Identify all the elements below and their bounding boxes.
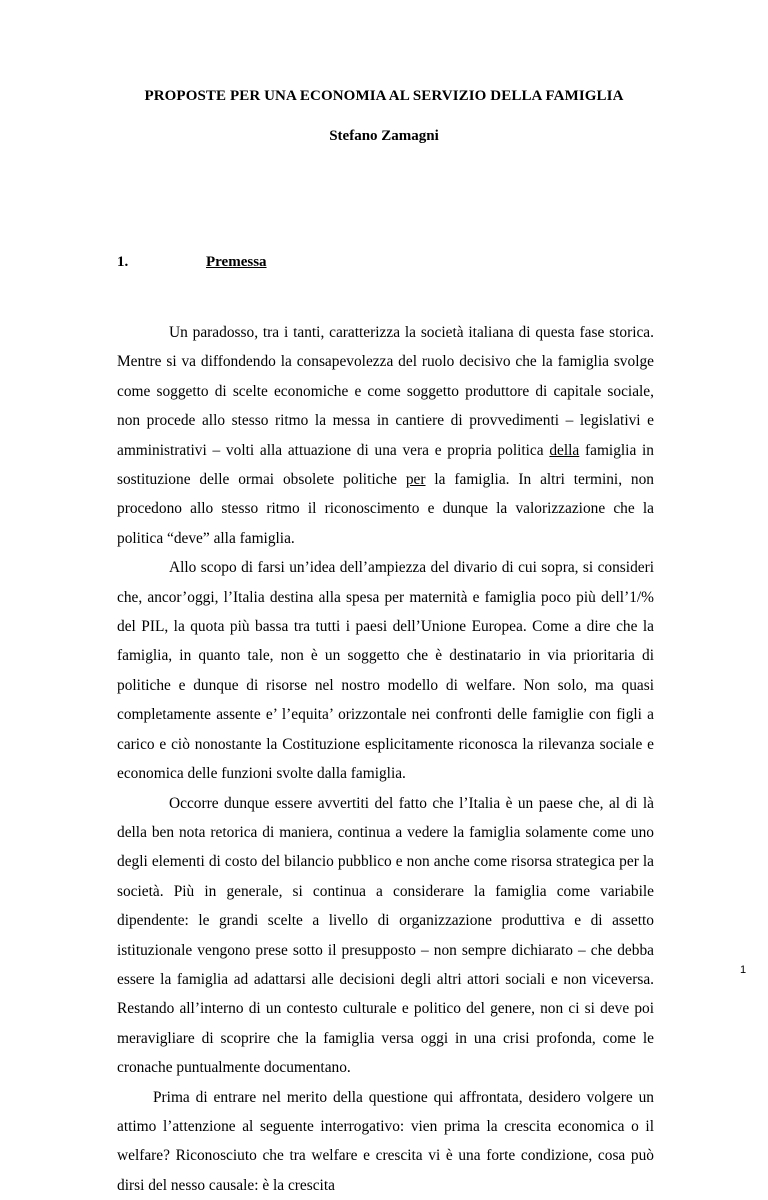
section-number: 1. <box>117 254 129 270</box>
section-heading <box>117 254 267 271</box>
section-title: Premessa <box>206 254 267 270</box>
paragraph-1-part-a: Un paradosso, tra i tanti, caratterizza la società italiana di questa fase storica. Mentre si va diffondendo la consapevolezza del ruolo decisivo che la famiglia svolge come soggetto di scelte economiche e come soggetto produttore di capitale sociale, non procede allo stesso ritmo la messa in cantiere di provvedimenti – legislativi e amministrativi – volti alla attuazione di una vera e propria politica <box>117 324 654 459</box>
paragraph-1-part-b: famiglia in sostituzione delle ormai obsolete politiche <box>117 441 654 489</box>
underlined-word-della: della <box>549 441 580 459</box>
paragraph-4: Prima di entrare nel merito della questione qui affrontata, desidero volgere un attimo l’attenzione al seguente interrogativo: vien prima la crescita economica o il welfare? Riconosciuto che tra welfare e crescita vi è una forte condizione, cosa può dirsi del nesso causale: è la crescita <box>117 1088 654 1194</box>
paragraph-1 <box>117 318 654 553</box>
paragraph-3: Occorre dunque essere avvertiti del fatto che l’Italia è un paese che, al di là della ben nota retorica di maniera, continua a vedere la famiglia solamente come uno degli elementi di costo del bilancio pubblico e non anche come risorsa strategica per la società. Più in generale, si continua a considerare la famiglia come variabile dipendente: le grandi scelte a livello di organizzazione produttiva e di assetto istituzionale vengono prese sotto il presupposto – non sempre dichiarato – che debba essere la famiglia ad adattarsi alle decisioni degli altri attori sociali e non viceversa. Restando all’interno di un contesto culturale e politico del genere, non ci si deve poi meravigliare di scoprire che la famiglia versa oggi in una crisi profonda, come le cronache puntualmente documentano. <box>117 794 654 1077</box>
document-author: Stefano Zamagni <box>329 128 439 144</box>
document-title: PROPOSTE PER UNA ECONOMIA AL SERVIZIO DELLA FAMIGLIA <box>144 88 624 104</box>
document-body <box>117 318 654 1200</box>
page-number: 1 <box>740 964 747 976</box>
underlined-word-per: per <box>405 471 426 489</box>
paragraph-1-part-c: la famiglia. In altri termini, non procedono allo stesso ritmo il riconoscimento e dunque la valorizzazione che la politica “deve” alla famiglia. <box>117 471 654 547</box>
paragraph-2: Allo scopo di farsi un’idea dell’ampiezza del divario di cui sopra, si consideri che, ancor’oggi, l’Italia destina alla spesa per maternità e famiglia poco più dell’1/% del PIL, la quota più bassa tra tutti i paesi dell’Unione Europea. Come a dire che la famiglia, in quanto tale, non è un soggetto che è destinatario in via prioritaria di politiche e dunque di risorse nel nostro modello di welfare. Non solo, ma quasi completamente assente e’ l’equita’ orizzontale nei confronti delle famiglie con figli a carico e ciò nonostante la Costituzione esplicitamente riconosca la rilevanza sociale e economica delle funzioni svolte dalla famiglia. <box>117 559 654 783</box>
